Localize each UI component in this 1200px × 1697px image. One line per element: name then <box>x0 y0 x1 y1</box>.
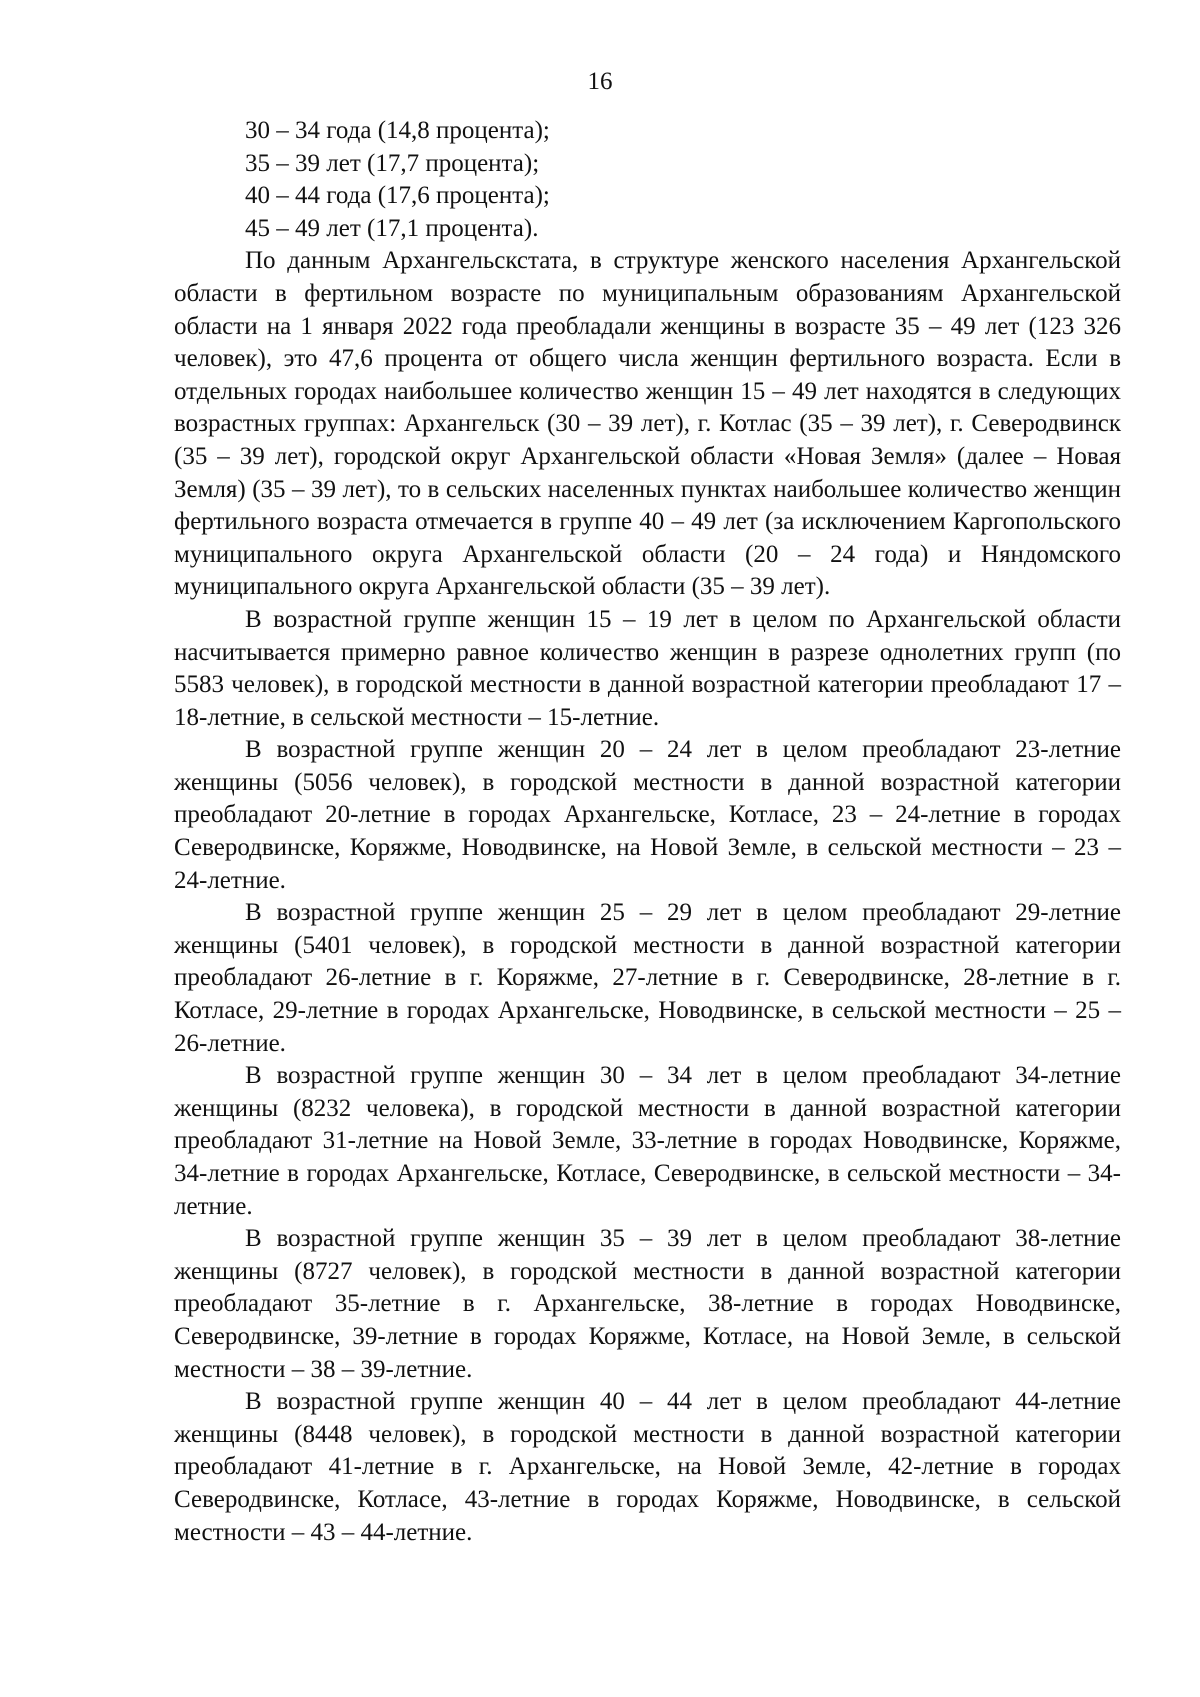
age-list-item-40-44: 40 – 44 года (17,6 процента); <box>245 182 550 210</box>
paragraph-age-40-44: В возрастной группе женщин 40 – 44 лет в целом преобладают 44-летние женщины (8448 человек), в городской местности в данной возрастной категории преобладают 41-летние в г. Архангельске, на Новой Земле, 42-летние в городах Северодвинске, Котласе, 43-летние в городах Коряжме, Новодвинске, в сельской местности – 43 – 44-летние. <box>174 1388 1121 1546</box>
page-number: 16 <box>587 68 613 95</box>
age-list-item-45-49: 45 – 49 лет (17,1 процента). <box>245 214 539 242</box>
paragraph-structure-overview: По данным Архангельскстата, в структуре женского населения Архангельской области в фертильном возрасте по муниципальным образованиям Архангельской области на 1 января 2022 года преобладали женщины в возрасте 35 – 49 лет (123 326 человек), это 47,6 процента от общего числа женщин фертильного возраста. Если в отдельных городах наибольшее количество женщин 15 – 49 лет находятся в следующих возрастных группах: Архангельск (30 – 39 лет), г. Котлас (35 – 39 лет), г. Северодвинск (35 – 39 лет), городской округ Архангельской области «Новая Земля» (далее – Новая Земля) (35 – 39 лет), то в сельских населенных пунктах наибольшее количество женщин фертильного возраста отмечается в группе 40 – 49 лет (за исключением Каргопольского муниципального округа Архангельской области (20 – 24 года) и Няндомского муниципального округа Архангельской области (35 – 39 лет). <box>174 247 1121 601</box>
paragraph-age-15-19: В возрастной группе женщин 15 – 19 лет в целом по Архангельской области насчитывается примерно равное количество женщин в разрезе однолетних групп (по 5583 человек), в городской местности в данной возрастной категории преобладают 17 – 18-летние, в сельской местности – 15-летние. <box>174 605 1121 731</box>
paragraph-age-35-39: В возрастной группе женщин 35 – 39 лет в целом преобладают 38-летние женщины (8727 человек), в городской местности в данной возрастной категории преобладают 35-летние в г. Архангельске, 38-летние в городах Новодвинске, Северодвинске, 39-летние в городах Коряжме, Котласе, на Новой Земле, в сельской местности – 38 – 39-летние. <box>174 1225 1121 1383</box>
paragraph-age-20-24: В возрастной группе женщин 20 – 24 лет в целом преобладают 23-летние женщины (5056 человек), в городской местности в данной возрастной категории преобладают 20-летние в городах Архангельске, Котласе, 23 – 24-летние в городах Северодвинске, Коряжме, Новодвинске, на Новой Земле, в сельской местности – 23 – 24-летние. <box>174 736 1121 894</box>
paragraph-age-25-29: В возрастной группе женщин 25 – 29 лет в целом преобладают 29-летние женщины (5401 человек), в городской местности в данной возрастной категории преобладают 26-летние в г. Коряжме, 27-летние в г. Северодвинске, 28-летние в г. Котласе, 29-летние в городах Архангельске, Новодвинске, в сельской местности – 25 – 26-летние. <box>174 899 1121 1057</box>
age-list-item-35-39: 35 – 39 лет (17,7 процента); <box>245 149 540 177</box>
page-body <box>174 115 1121 1549</box>
age-list-item-30-34: 30 – 34 года (14,8 процента); <box>245 117 550 144</box>
paragraph-age-30-34: В возрастной группе женщин 30 – 34 лет в целом преобладают 34-летние женщины (8232 человека), в городской местности в данной возрастной категории преобладают 31-летние на Новой Земле, 33-летние в городах Новодвинске, Коряжме, 34-летние в городах Архангельске, Котласе, Северодвинске, в сельской местности – 34-летние. <box>174 1062 1121 1220</box>
